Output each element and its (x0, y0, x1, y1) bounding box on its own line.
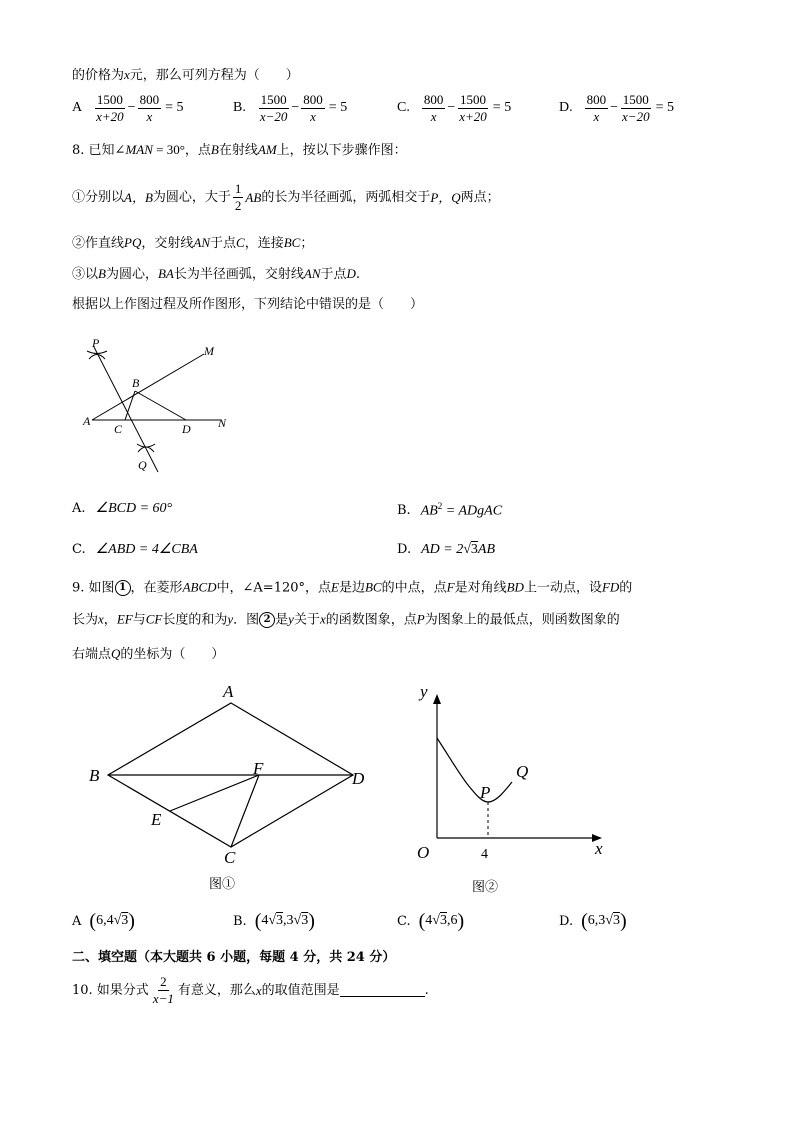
label-c: C (114, 422, 123, 436)
label-m: M (204, 344, 214, 358)
label-p: P (92, 336, 100, 350)
line-pq (94, 347, 158, 472)
label-n: N (218, 416, 227, 430)
q8-step-1: ①分别以 A，B 为圆心，大于 $\frac{1}{2}$ AB 的长为半径画弧，两弧相交于 P，Q 两点； (72, 181, 500, 213)
q7-option-d: D. $\frac{800}{x}$ − $\frac{1500}{x-20}$ = 5 (559, 92, 674, 124)
label-f: F (253, 759, 264, 778)
ray-am (92, 354, 204, 420)
segment-bd (135, 391, 186, 420)
q9-figure-rhombus (82, 680, 382, 895)
q7-option-a: A $\frac{1500}{x+20}$ − $\frac{800}{x}$ = 5 (72, 92, 184, 124)
y-axis-arrow (433, 694, 441, 704)
q9-option-d: D. ( 6,3 √ 3 ) (559, 910, 627, 932)
q8-option-d: D. AD = 2√3AB (397, 542, 495, 557)
label-a: A (83, 414, 91, 428)
q7-stem: 的价格为x元，那么可列方程为（ ） (72, 67, 299, 83)
q8-option-b: B. $AB^2$ = ADgAC (397, 501, 503, 519)
label-c: C (224, 848, 236, 867)
tick-label-4: 4 (481, 847, 488, 862)
q7-option-b: B. $\frac{1500}{x-20}$ − $\frac{800}{x}$ = 5 (233, 92, 348, 124)
segment-ef (170, 775, 259, 811)
caption-fig-1: 图① (209, 876, 236, 891)
q8-question: 根据以上作图过程及所作图形，下列结论中错误的是（ ） (72, 297, 424, 312)
q9-line-3: 右端点Q的坐标为（ ） (72, 646, 225, 662)
q9-option-c: C. ( 4 √ 3 ,6 ) (397, 910, 465, 932)
label-d: D (352, 769, 365, 788)
q10-stem: 10. 如果分式 $\frac{2}{x-1}$ 有意义，那么 x 的取值范围是 . (72, 974, 429, 1006)
label-d: D (182, 422, 191, 436)
label-b: B (132, 376, 140, 390)
arc-p-2 (89, 355, 105, 360)
segment-bc (125, 391, 135, 420)
label-b: B (89, 766, 100, 785)
label-q: Q (138, 458, 147, 472)
q8-stem: 8. 已知∠MAN = 30°，点B在射线AM上，按以下步骤作图： (72, 142, 407, 158)
q9-figure-graph (412, 680, 612, 895)
q8-option-a: A. ∠BCD = 60° (72, 501, 173, 516)
q7-option-c: C. $\frac{800}{x}$ − $\frac{1500}{x+20}$ = 5 (397, 92, 512, 124)
q9-line-1: 9. 如图 1 ，在菱形ABCD中，∠A=120°，点E是边BC的中点，点F是对角线BD上一动点，设FD的 (72, 579, 633, 596)
answer-blank[interactable] (340, 984, 425, 997)
caption-fig-2: 图② (472, 879, 499, 894)
label-x: x (595, 839, 603, 858)
label-y: y (420, 682, 428, 701)
q8-step-3: ③以B为圆心，BA长为半径画弧，交射线AN于点D. (72, 266, 361, 282)
function-curve (437, 738, 512, 802)
segment-cf (231, 775, 259, 847)
q9-option-a: A ( 6,4 √ 3 ) (72, 910, 135, 932)
q9-line-2: 长为x，EF与CF长度的和为y．图 2 是y关于x的函数图象，点P为图象上的最低点，则函数图象的 (72, 611, 620, 628)
section-2-title: 二、填空题（本大题共 6 小题，每题 4 分，共 24 分） (72, 950, 396, 965)
q9-option-b: B. ( 4 √ 3 ,3 √ 3 ) (233, 910, 315, 932)
label-o: O (417, 843, 430, 862)
label-p: P (480, 783, 491, 802)
label-e: E (151, 810, 162, 829)
label-a: A (223, 682, 234, 701)
q8-step-2: ②作直线PQ，交射线AN于点C，连接BC； (72, 235, 314, 251)
q8-figure (78, 335, 248, 480)
q8-option-c: C. ∠ABD = 4∠CBA (72, 542, 198, 557)
label-q: Q (516, 762, 529, 781)
